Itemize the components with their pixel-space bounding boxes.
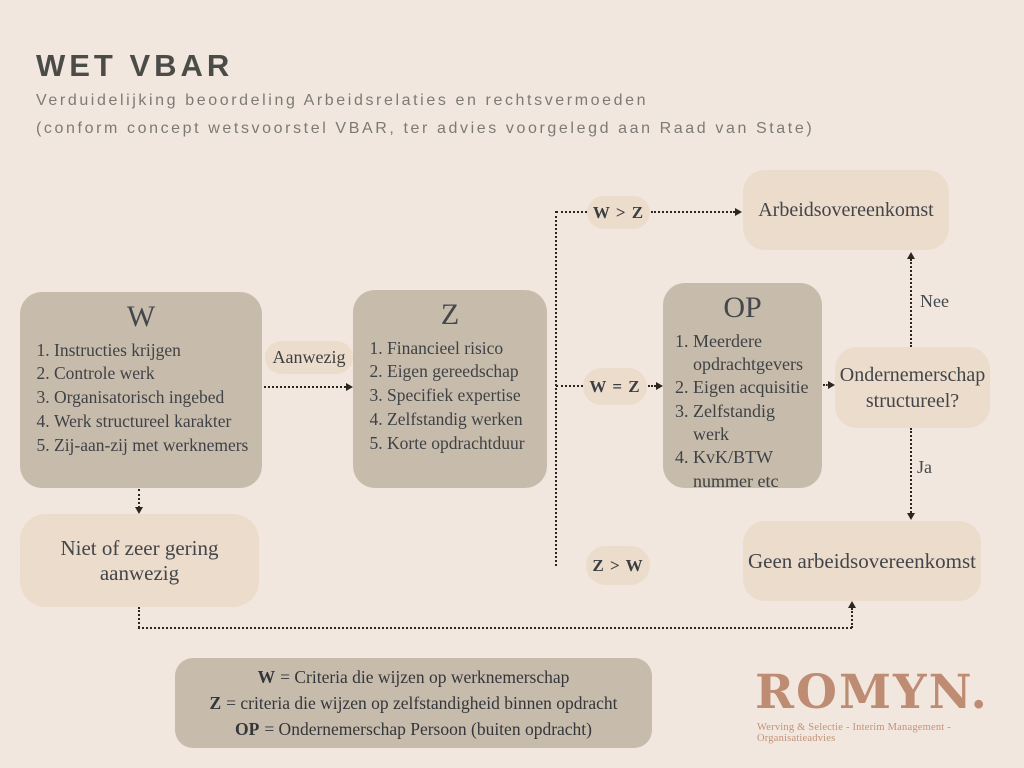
list-item: 1. Financieel risico bbox=[387, 337, 539, 361]
op-box-title: OP bbox=[723, 291, 762, 324]
connector-nee-to-arbeidsovereenkomst bbox=[910, 259, 912, 347]
legend-text: = criteria die wijzen op zelfstandigheid binnen opdracht bbox=[226, 692, 618, 713]
arrow-right-icon bbox=[656, 382, 663, 390]
branch-label-nee: Nee bbox=[920, 291, 949, 311]
condition-z-greater-w-pill: Z > W bbox=[586, 546, 650, 585]
connector-branch-middle bbox=[556, 385, 583, 387]
connector-niet-aanwezig-down bbox=[138, 607, 140, 628]
page-title: WET VBAR bbox=[36, 48, 234, 83]
list-item: 3. Specifiek expertise bbox=[387, 384, 539, 408]
z-criteria-box bbox=[353, 290, 547, 488]
subtitle-line-1: Verduidelijking beoordeling Arbeidsrelaties en rechtsvermoeden bbox=[36, 92, 649, 109]
romyn-tagline: Werving & Selectie - Interim Management - Organisatieadvies bbox=[757, 722, 951, 744]
arrow-down-icon bbox=[907, 513, 915, 520]
list-item: 4. KvK/BTW nummer etc bbox=[693, 446, 814, 493]
arrow-right-icon bbox=[828, 381, 835, 389]
connector-w-to-z bbox=[264, 386, 346, 388]
arrow-right-icon bbox=[346, 383, 353, 391]
list-item: 4. Zelfstandig werken bbox=[387, 408, 539, 432]
outcome-niet-aanwezig-box: Niet of zeer gering aanwezig bbox=[20, 514, 259, 607]
arrow-up-icon bbox=[848, 601, 856, 608]
list-item: 2. Eigen acquisitie bbox=[693, 376, 814, 399]
romyn-logo: ROMYN. bbox=[755, 665, 989, 720]
branch-label-ja: Ja bbox=[917, 457, 932, 477]
connector-bypass-to-geen bbox=[851, 608, 853, 628]
list-item: 4. Werk structureel karakter bbox=[54, 410, 254, 434]
list-item: 5. Zij-aan-zij met werknemers bbox=[54, 434, 254, 458]
op-criteria-box bbox=[663, 283, 822, 491]
connector-branch-top bbox=[556, 211, 587, 213]
legend-line-op bbox=[235, 716, 592, 742]
list-item: 1. Meerdere opdrachtgevers bbox=[693, 330, 814, 377]
legend-term: Z bbox=[209, 692, 222, 713]
arrow-up-icon bbox=[907, 252, 915, 259]
list-item: 5. Korte opdrachtduur bbox=[387, 432, 539, 456]
w-criteria-box bbox=[20, 292, 262, 488]
legend-text: = Criteria die wijzen op werknemerschap bbox=[280, 666, 570, 687]
legend-line-z bbox=[209, 690, 617, 716]
connector-compare-spine bbox=[555, 211, 557, 566]
condition-w-greater-z-pill: W > Z bbox=[587, 196, 650, 229]
subtitle-line-2: (conform concept wetsvoorstel VBAR, ter advies voorgelegd aan Raad van State) bbox=[36, 120, 815, 137]
arrow-down-icon bbox=[135, 507, 143, 514]
legend-text: = Ondernemerschap Persoon (buiten opdracht) bbox=[264, 719, 592, 740]
w-box-title: W bbox=[126, 300, 156, 333]
list-item: 3. Zelfstandig werk bbox=[693, 400, 814, 447]
connector-wgtz-to-arbeidsovereenkomst bbox=[651, 211, 735, 213]
list-item: 1. Instructies krijgen bbox=[54, 339, 254, 363]
z-criteria-list bbox=[387, 337, 539, 456]
list-item: 2. Controle werk bbox=[54, 362, 254, 386]
legend-box bbox=[175, 658, 652, 748]
outcome-geen-arbeidsovereenkomst-box: Geen arbeidsovereenkomst bbox=[743, 521, 981, 601]
list-item: 2. Eigen gereedschap bbox=[387, 360, 539, 384]
legend-term: W bbox=[257, 666, 276, 687]
outcome-arbeidsovereenkomst-box: Arbeidsovereenkomst bbox=[743, 170, 949, 250]
list-item: 3. Organisatorisch ingebed bbox=[54, 386, 254, 410]
condition-aanwezig-pill: Aanwezig bbox=[265, 341, 353, 374]
op-criteria-list bbox=[693, 330, 814, 494]
connector-w-to-niet-aanwezig bbox=[138, 489, 140, 508]
legend-term: OP bbox=[235, 719, 260, 740]
legend-line-w bbox=[258, 664, 570, 690]
decision-ondernemerschap-box: Ondernemerschap structureel? bbox=[835, 347, 990, 428]
arrow-right-icon bbox=[735, 208, 742, 216]
connector-bottom-bypass bbox=[138, 627, 852, 629]
z-box-title: Z bbox=[440, 298, 460, 331]
connector-weqz-to-op bbox=[648, 385, 656, 387]
connector-ja-to-geen-arbeidsovereenkomst bbox=[910, 428, 912, 513]
condition-w-equals-z-pill: W = Z bbox=[583, 368, 647, 405]
w-criteria-list bbox=[54, 339, 254, 458]
